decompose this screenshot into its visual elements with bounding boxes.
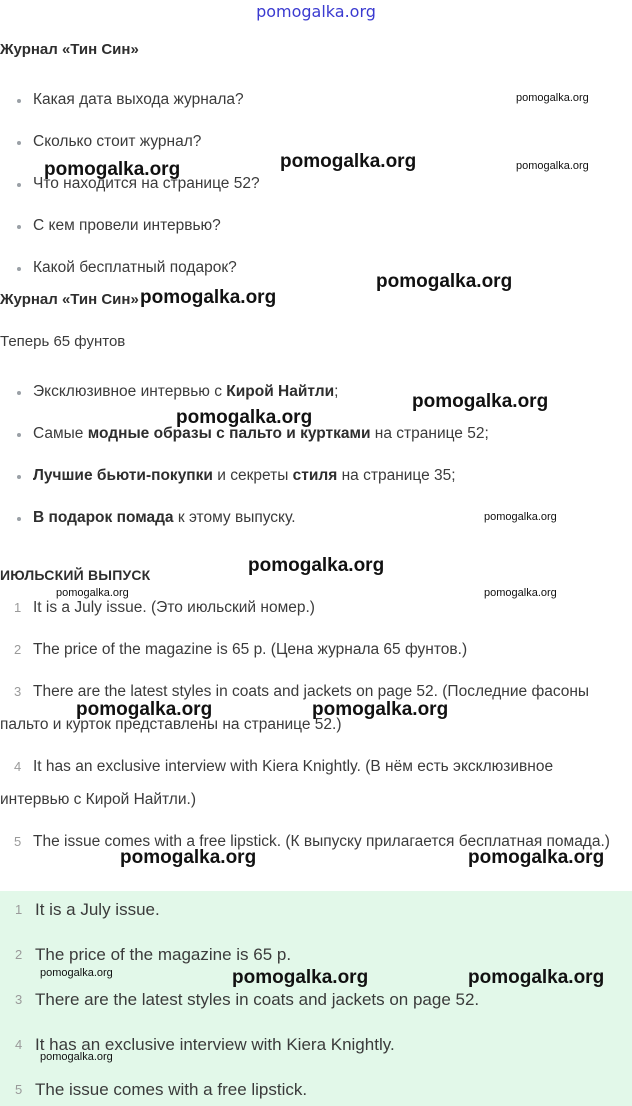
watermark: pomogalka.org [516,92,589,104]
watermark: pomogalka.org [468,967,605,988]
watermark: pomogalka.org [412,391,549,412]
watermark: pomogalka.org [120,847,257,868]
section1-heading: Журнал «Тин Син» [0,41,139,58]
watermark: pomogalka.org [484,587,557,599]
watermark: pomogalka.org [40,1051,113,1063]
watermark: pomogalka.org [140,287,277,308]
watermark: pomogalka.org [40,967,113,979]
answer-box: 1 It is a July issue. 2 The price of the magazine is 65 p. 3 There are the latest styles in coats and jackets on page 52. 4 It has an exclusive interview with Kiera Knightly. 5 The issue comes with a free lipstick. [0,891,632,1106]
issue-label: ИЮЛЬСКИЙ ВЫПУСК [0,567,151,583]
list-item: 3 There are the latest styles in coats and jackets on page 52. (Последние фасоны пальто и курток представлены на странице 52.) [0,683,590,733]
list-item: 2 The price of the magazine is 65 p. (Цена журнала 65 фунтов.) [14,641,468,658]
watermark: pomogalka.org [232,967,369,988]
watermark: pomogalka.org [280,151,417,172]
watermark: pomogalka.org [76,699,213,720]
watermark: pomogalka.org [176,407,313,428]
price-line: Теперь 65 фунтов [0,333,126,350]
watermark: pomogalka.org [248,555,385,576]
watermark: pomogalka.org [376,271,513,292]
watermark: pomogalka.org [468,847,605,868]
watermark: pomogalka.org [56,587,129,599]
site-watermark-top: pomogalka.org [256,2,376,21]
watermark: pomogalka.org [516,160,589,172]
list-item: 5 The issue comes with a free lipstick. (К выпуску прилагается бесплатная помада.) [14,833,610,850]
section2-heading: Журнал «Тин Син» [0,291,139,308]
watermark: pomogalka.org [484,511,557,523]
watermark: pomogalka.org [44,159,181,180]
list-item: 1 It is a July issue. (Это июльский номер.) [14,599,315,616]
list-item: 4 It has an exclusive interview with Kiera Knightly. (В нём есть эксклюзивное интервью с Кирой Найтли.) [0,758,554,808]
watermark: pomogalka.org [312,699,449,720]
